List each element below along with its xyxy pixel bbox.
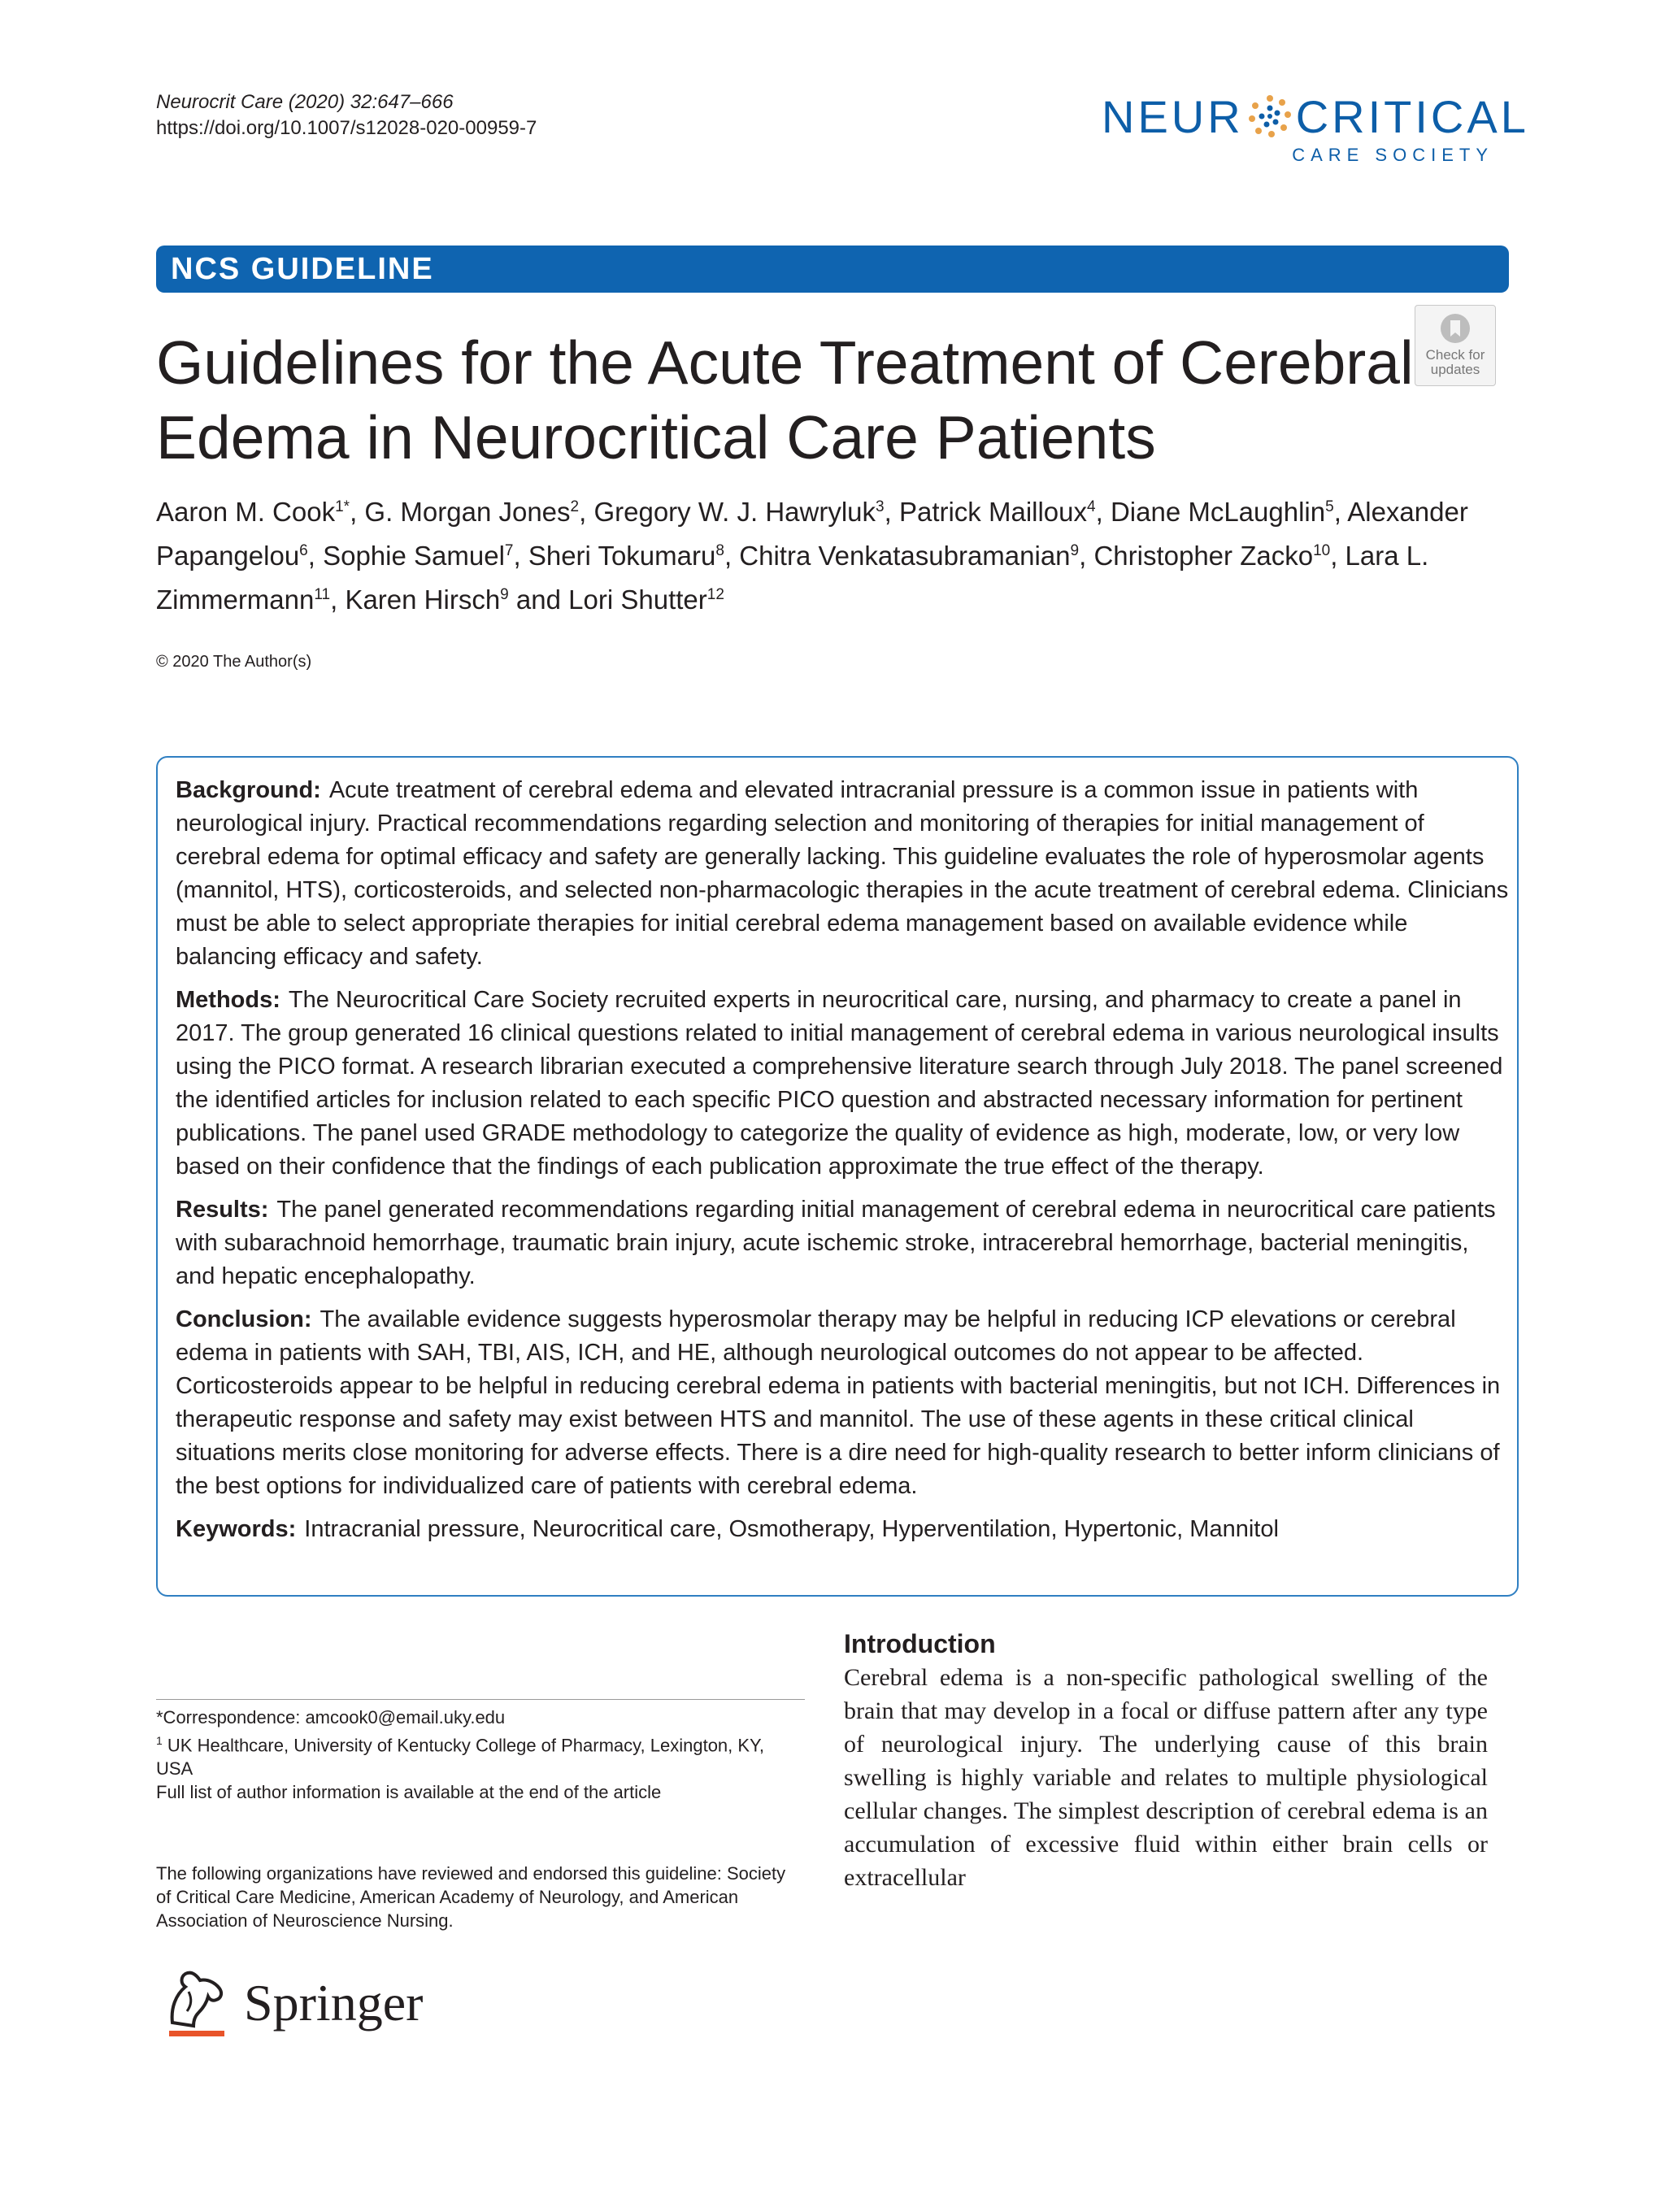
author-list: Aaron M. Cook$^{1*}$, G. Morgan Jones$^2$, Gregory W. J. Hawryluk$^3$, Patrick Mailloux$^4$, Diane McLaughlin$^5$, Alexander Papangelou$^6$, Sophie Samuel$^7$, Sheri Tokumaru$^8$, Chitra Venkatasubramanian$^9$, Christopher Zacko$^{10}$, Lara L. Zimmermann$^{11}$, Karen Hirsch$^9$ and Lori Shutter$^{12}$: [156, 497, 1468, 615]
author[interactable]: Sophie Samuel$^7$: [323, 541, 514, 571]
correspondence-email[interactable]: *Correspondence: amcook0@email.uky.edu: [156, 1707, 506, 1727]
footnote-divider: [156, 1699, 805, 1700]
abstract-conclusion: [176, 1303, 1509, 1503]
author[interactable]: Aaron M. Cook$^{1*}$: [156, 497, 350, 527]
ncs-logo: [1102, 91, 1529, 169]
abstract-methods: [176, 984, 1509, 1184]
article-title: Guidelines for the Acute Treatment of Cerebral Edema in Neurocritical Care Patients: [156, 328, 1414, 472]
author[interactable]: Chitra Venkatasubramanian$^9$: [739, 541, 1080, 571]
springer-wordmark: Springer: [244, 1974, 424, 2032]
logo-dots-icon: [1247, 93, 1293, 139]
author[interactable]: Lori Shutter$^{12}$: [568, 585, 724, 615]
introduction-heading: Introduction: [844, 1629, 996, 1658]
full-author-info-note: Full list of author information is available at the end of the article: [156, 1782, 662, 1803]
author[interactable]: Lara L. Zimmermann$^{11}$: [156, 541, 1429, 615]
abstract-keywords: [176, 1513, 1509, 1546]
methods-text: The Neurocritical Care Society recruited experts in neurocritical care, nursing, and pharmacy to create a panel in 2017. The group generated 16 clinical questions related to initial management of cerebral edema in various neurological insults using the PICO format. A research librarian executed a comprehensive literature search through July 2018. The panel screened the identified articles for inclusion related to each specific PICO question and abstracted necessary information for pertinent publications. The panel used GRADE methodology to categorize the quality of evidence as high, moderate, low, or very low based on their confidence that the findings of each publication approximate the true effect of the therapy.: [176, 987, 1503, 1180]
logo-wordmark: [1102, 91, 1529, 143]
logo-word-right: CRITICAL: [1295, 91, 1529, 142]
results-label: Results:: [176, 1197, 269, 1223]
conclusion-label: Conclusion:: [176, 1306, 312, 1332]
abstract-results: [176, 1193, 1509, 1293]
author[interactable]: Karen Hirsch$^9$: [345, 585, 509, 615]
author[interactable]: Gregory W. J. Hawryluk$^3$: [593, 497, 885, 527]
banner-label: NCS GUIDELINE: [171, 252, 434, 286]
guideline-banner: [156, 246, 1509, 293]
logo-word-left: NEUR: [1102, 91, 1244, 142]
background-label: Background:: [176, 777, 321, 803]
author[interactable]: G. Morgan Jones$^2$: [364, 497, 580, 527]
correspondence-block: [156, 1706, 798, 1804]
check-updates-line1: Check for: [1425, 347, 1485, 363]
affiliation-note: $^1$ UK Healthcare, University of Kentucky College of Pharmacy, Lexington, KY, USA: [156, 1734, 765, 1780]
results-text: The panel generated recommendations regarding initial management of cerebral edema in neurocritical care patients with subarachnoid hemorrhage, traumatic brain injury, acute ischemic stroke, intracerebral hemorrhage, bacterial meningitis, and hepatic encephalopathy.: [176, 1197, 1496, 1289]
copyright-notice: © 2020 The Author(s): [156, 653, 312, 671]
springer-logo: [156, 1959, 465, 2049]
journal-citation: [156, 89, 537, 141]
background-text: Acute treatment of cerebral edema and elevated intracranial pressure is a common issue in patients with neurological injury. Practical recommendations regarding selection and monitoring of therapies for initial management of cerebral edema for optimal efficacy and safety are generally lacking. This guideline evaluates the role of hyperosmolar agents (mannitol, HTS), corticosteroids, and selected non-pharmacologic therapies in the acute treatment of cerebral edema. Clinicians must be able to select appropriate therapies for initial cerebral edema management based on available evidence while balancing efficacy and safety.: [176, 777, 1509, 970]
logo-subtitle: CARE SOCIETY: [1292, 145, 1493, 165]
doi-link[interactable]: https://doi.org/10.1007/s12028-020-00959-7: [156, 117, 537, 139]
author[interactable]: Patrick Mailloux$^4$: [898, 497, 1096, 527]
check-updates-line2: updates: [1430, 362, 1480, 377]
check-for-updates-badge[interactable]: [1415, 305, 1496, 386]
journal-name: Neurocrit Care (2020) 32:647–666: [156, 91, 454, 113]
author[interactable]: Christopher Zacko$^{10}$: [1093, 541, 1331, 571]
introduction-paragraph: Cerebral edema is a non-specific pathological swelling of the brain that may develop in a focal or diffuse pattern after any type of neurological injury. The underlying cause of this brain swelling is highly variable and relates to multiple physiological cellular changes. The simplest description of cerebral edema is an accumulation of excessive fluid within either brain cells or extracellular: [844, 1664, 1488, 1891]
check-updates-icon: [1439, 312, 1472, 345]
springer-horse-icon: [156, 1959, 237, 2049]
keywords-text: Intracranial pressure, Neurocritical care, Osmotherapy, Hyperventilation, Hypertonic, Mannitol: [304, 1516, 1279, 1542]
author[interactable]: Alexander Papangelou$^6$: [156, 497, 1468, 571]
methods-label: Methods:: [176, 987, 280, 1013]
author[interactable]: Diane McLaughlin$^5$: [1110, 497, 1334, 527]
keywords-label: Keywords:: [176, 1516, 297, 1542]
conclusion-text: The available evidence suggests hyperosmolar therapy may be helpful in reducing ICP elevations or cerebral edema in patients with SAH, TBI, AIS, ICH, and HE, although neurological outcomes do not appear to be affected. Corticosteroids appear to be helpful in reducing cerebral edema in patients with bacterial meningitis, but not ICH. Differences in therapeutic response and safety may exist between HTS and mannitol. The use of these agents in these critical clinical situations merits close monitoring for adverse effects. There is a dire need for high-quality research to better inform clinicians of the best options for individualized care of patients with cerebral edema.: [176, 1306, 1501, 1499]
abstract-box: [156, 756, 1519, 1597]
authors-and: and: [515, 585, 561, 615]
abstract-background: [176, 774, 1509, 974]
author[interactable]: Sheri Tokumaru$^8$: [528, 541, 724, 571]
endorsement-note: The following organizations have reviewed and endorsed this guideline: Society of Critical Care Medicine, American Academy of Neurology, and American Association of Neuroscience Nursing.: [156, 1863, 786, 1931]
